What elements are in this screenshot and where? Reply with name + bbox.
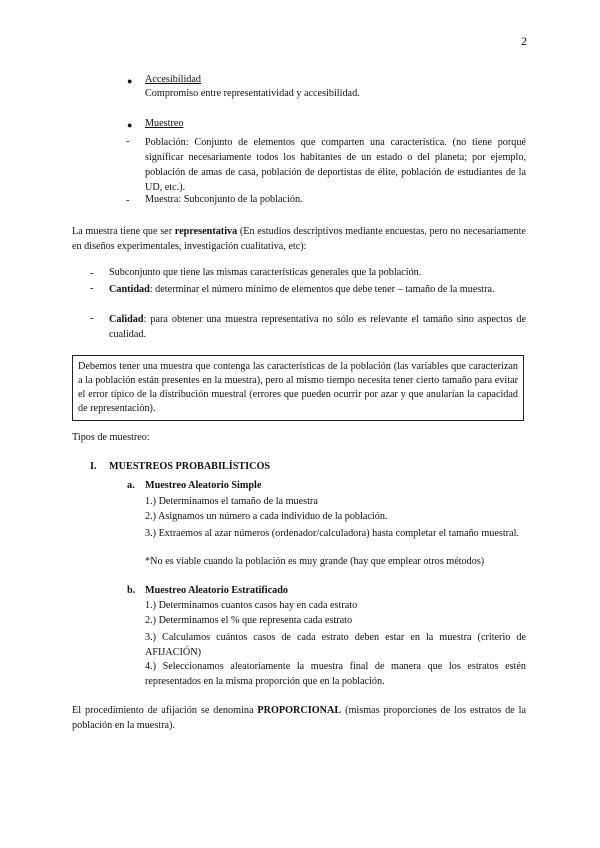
sub-a-step-1: 1.) Determinamos el tamaño de la muestra — [145, 496, 318, 507]
sub-b-step-1: 1.) Determinamos cuantos casos hay en cada estrato — [145, 600, 358, 611]
muestreo-item-muestra: Muestra: Subconjunto de la población. — [145, 194, 303, 205]
afijacion-paragraph: El procedimiento de afijación se denomina PROPORCIONAL (mismas proporciones de los estratos de la población en la muestra). — [72, 705, 526, 731]
tipos-label: Tipos de muestreo: — [72, 432, 150, 443]
section-title: MUESTREOS PROBABILÍSTICOS — [109, 461, 271, 472]
bullet-title-accesibilidad: Accesibilidad — [145, 74, 202, 85]
sub-b-step-2: 2.) Determinamos el % que representa cada estrato — [145, 615, 353, 626]
sub-a-letter: a. — [127, 480, 135, 491]
repr-item-cantidad: Cantidad: determinar el número mínimo de elementos que debe tener – tamaño de la muestra. — [109, 284, 495, 295]
dash-icon: - — [90, 313, 94, 324]
repr-item-calidad: Calidad: para obtener una muestra representativa no sólo es relevante el tamaño sino aspectos de cualidad. — [109, 314, 526, 340]
sub-a-step-2: 2.) Asignamos un número a cada individuo de la población. — [145, 511, 388, 522]
sub-b-step-4: 4.) Seleccionamos aleatoriamente la muestra final de manera que los estratos estén representados en la misma proporción que en la población. — [145, 661, 526, 687]
dash-icon: - — [126, 136, 130, 147]
note-box: Debemos tener una muestra que contenga las características de la población (las variables que caracterizan a la población están presentes en la muestra), pero al mismo tiempo necesita tener cierto tamaño para evitar el error típico de la distribución muestral (errores que pueden ocurrir por azar y que anularían la capacidad de representación). — [72, 355, 524, 421]
sub-b-step-3: 3.) Calculamos cuántos casos de cada estrato deben estar en la muestra (criterio de AFIJACIÓN) — [145, 632, 526, 658]
representativa-paragraph: La muestra tiene que ser representativa (En estudios descriptivos mediante encuestas, pero no necesariamente en diseños experimentales, investigación cualitativa, etc): — [72, 226, 526, 252]
dash-icon: - — [126, 195, 130, 206]
section-numeral: I. — [90, 461, 97, 472]
dash-icon: - — [90, 283, 94, 294]
bullet-title-muestreo: Muestreo — [145, 118, 184, 129]
bullet-icon: ● — [127, 76, 133, 86]
bullet-icon: ● — [127, 120, 133, 130]
page-number: 2 — [521, 34, 527, 48]
sub-b-title: Muestreo Aleatorio Estratificado — [145, 585, 288, 596]
sub-a-note: *No es viable cuando la población es muy grande (hay que emplear otros métodos) — [145, 556, 485, 567]
repr-item-subconjunto: Subconjunto que tiene las mismas características generales que la población. — [109, 267, 422, 278]
sub-a-step-3: 3.) Extraemos al azar números (ordenador/calculadora) hasta completar el tamaño muestral. — [145, 528, 519, 539]
sub-b-letter: b. — [127, 585, 136, 596]
sub-a-title: Muestreo Aleatorio Simple — [145, 480, 262, 491]
muestreo-item-poblacion: Población: Conjunto de elementos que comparten una característica. (no tiene porqué significar necesariamente todos los habitantes de un estado o del planeta; por ejemplo, población de amas de casa, población de deportistas de élite, población de estudiantes de la UD, etc.). — [145, 137, 526, 193]
bullet-text-accesibilidad: Compromiso entre representatividad y accesibilidad. — [145, 88, 360, 99]
dash-icon: - — [90, 268, 94, 279]
